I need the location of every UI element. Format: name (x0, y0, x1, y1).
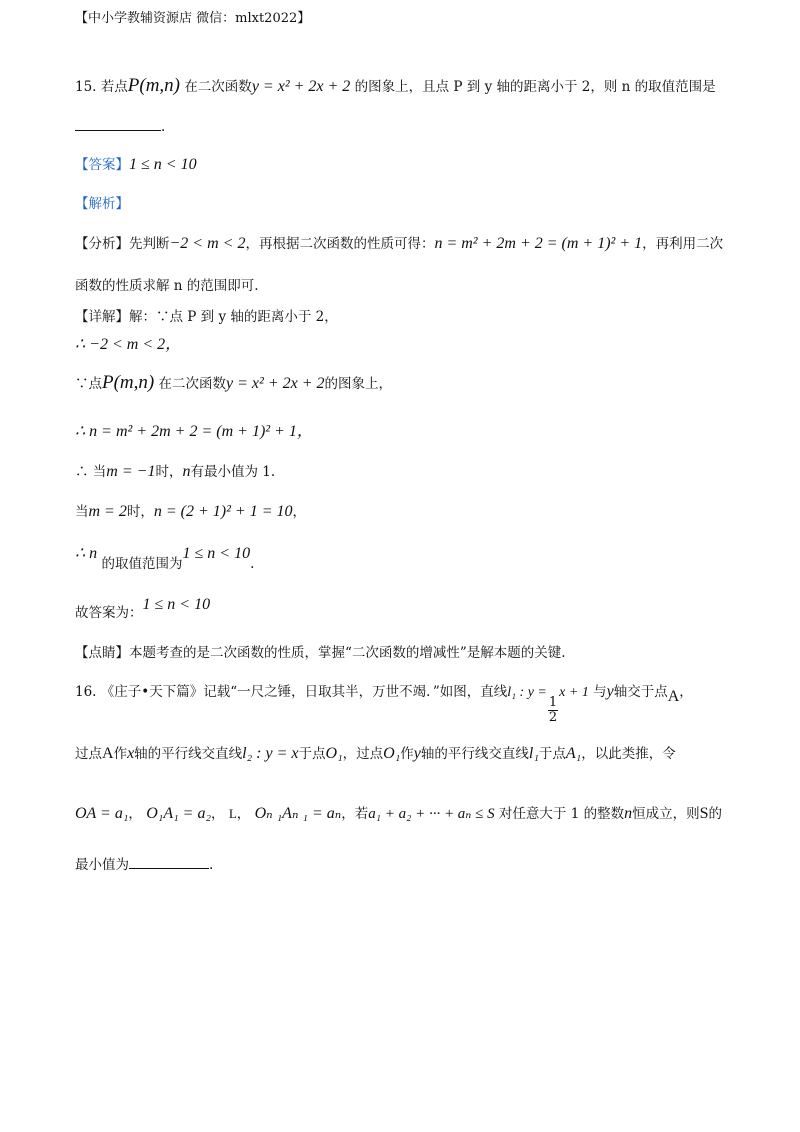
blank-line (75, 118, 161, 131)
detail-line7: ∴ n 的取值范围为1 ≤ n < 10. (75, 545, 255, 572)
fenxi-line1: 【分析】先判断−2 < m < 2，再根据二次函数的性质可得：n = m² + 2m + 2 = (m + 1)² + 1，再利用二次 (75, 235, 724, 252)
q15-number: 15. (75, 79, 97, 95)
detail-line6: 当m = 2时，n = (2 + 1)² + 1 = 10， (75, 503, 306, 520)
fraction-one-half: $\frac{1}{2}$ (548, 695, 558, 725)
answer-value: 1 ≤ n < 10 (129, 156, 197, 173)
fenxi-line2: 函数的性质求解 n 的范围即可. (75, 278, 259, 294)
dianjing-line: 【点睛】本题考查的是二次函数的性质，掌握“二次函数的增减性”是解本题的关键. (75, 645, 566, 661)
blank-line (129, 856, 209, 869)
answer-tag: 【答案】 (75, 157, 129, 173)
quadratic-function: y = x² + 2x + 2 (251, 78, 351, 95)
analysis-tag: 【解析】 (75, 196, 129, 212)
detail-line3: ∵点P(m,n) 在二次函数y = x² + 2x + 2的图象上， (75, 372, 393, 393)
q15-line1: 15. 若点P(m,n) 在二次函数y = x² + 2x + 2 的图象上，且点 P 到 y 轴的距离小于 2，则 n 的取值范围是 (75, 75, 716, 96)
point-p: P(m,n) (127, 75, 181, 96)
detail-line5: ∴ 当m = −1时，n有最小值为 1. (75, 463, 276, 480)
detail-line1: 【详解】解：∵点 P 到 y 轴的距离小于 2， (75, 309, 338, 325)
q16-line2: 过点A作x轴的平行线交直线l₂ : y = x于点O₁，过点O₁作y轴的平行线交直线l₁于点A₁，以此类推，令 (75, 745, 676, 762)
detail-line8: 故答案为：1 ≤ n < 10 (75, 596, 211, 621)
q16-line1: 16. 《庄子•天下篇》记载“一尺之锤，日取其半，万世不竭．”如图，直线l₁ : y = $\frac{1}{2}$ x + 1 与y轴交于点A， (75, 683, 693, 725)
q15-answer-blank: . (75, 118, 165, 135)
dianjing-tag: 【点睛】 (75, 645, 129, 661)
q16-line3: OA = a₁， O₁A₁ = a₂， L， Oₙ ₁Aₙ ₁ = aₙ，若a₁ + a₂ + ··· + aₙ ≤ S 对任意大于 1 的整数n恒成立，则S的 (75, 805, 722, 822)
fenxi-tag: 【分析】 (75, 236, 129, 252)
detail-line2: ∴ −2 < m < 2， (75, 336, 182, 353)
detail-line4: ∴ n = m² + 2m + 2 = (m + 1)² + 1， (75, 423, 313, 440)
answer-line (75, 157, 197, 173)
q16-line4: 最小值为 . (75, 857, 214, 873)
detail-tag: 【详解】 (75, 309, 129, 325)
header-watermark: 【中小学教辅资源店 微信：mlxt2022】 (75, 11, 311, 26)
